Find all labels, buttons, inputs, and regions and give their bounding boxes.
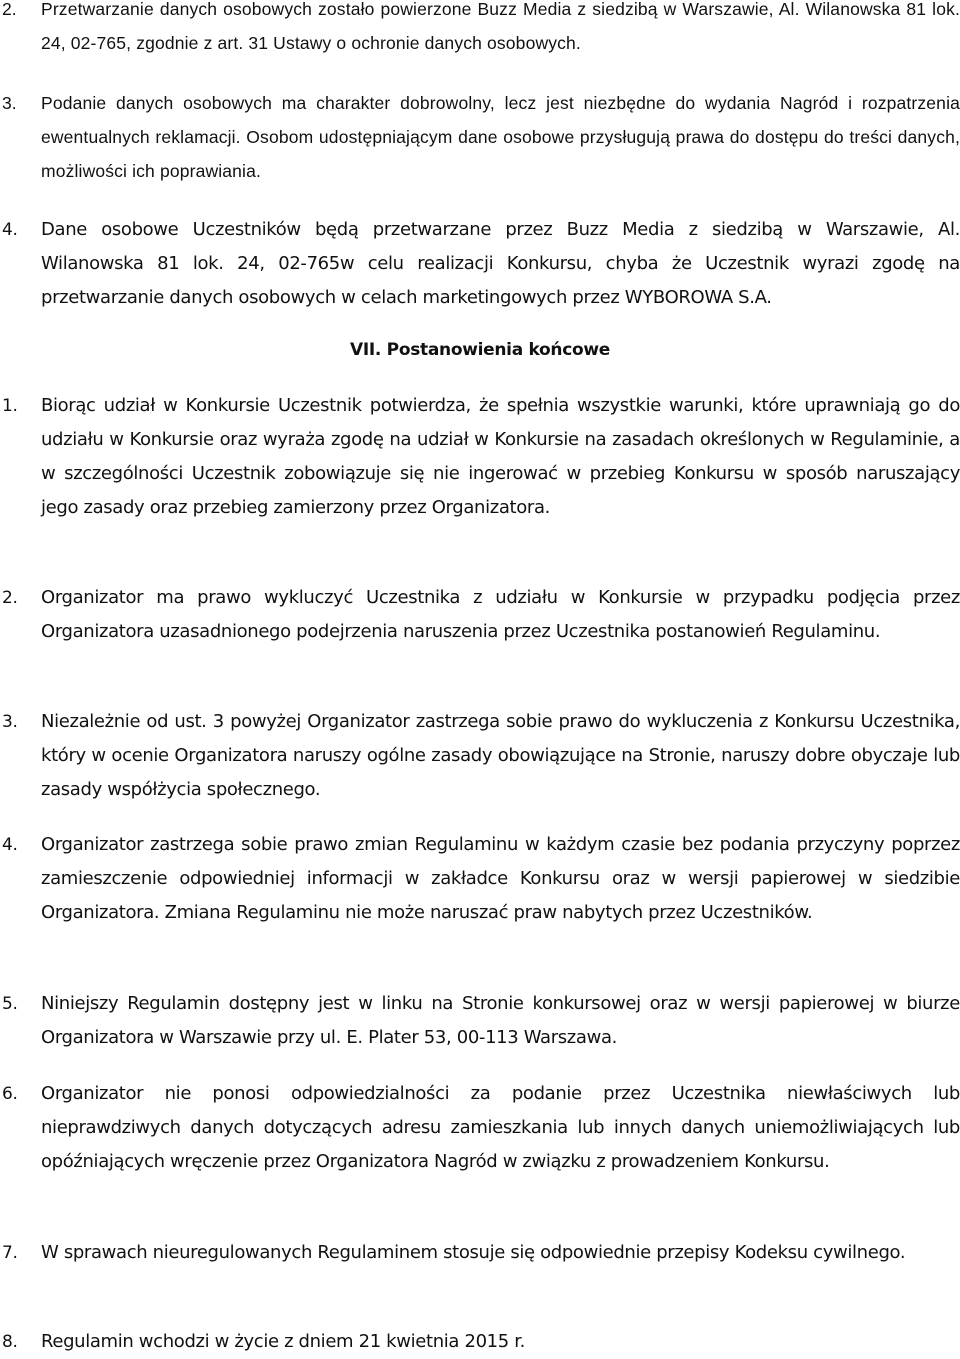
item-text: Organizator nie ponosi odpowiedzialności za podanie przez Uczestnika niewłaściwych lub nieprawdziwych danych dotyczących adresu zamieszkania lub innych danych uniemożliwiających lub opóźniających wręczenie przez Organizatora Nagród w związku z prowadzeniem Konkursu.: [41, 1083, 960, 1172]
list-item-final-5: [0, 987, 960, 1055]
item-text: Niezależnie od ust. 3 powyżej Organizator zastrzega sobie prawo do wykluczenia z Konkursu Uczestnika, który w ocenie Organizatora naruszy ogólne zasady obowiązujące na Stronie, naruszy dobre obyczaje lub zasady współżycia społecznego.: [41, 711, 960, 800]
list-item-final-7: [0, 1236, 960, 1270]
section-heading: VII. Postanowienia końcowe: [349, 340, 611, 360]
list-item-final-3: [0, 705, 960, 807]
list-item-top-3: [0, 86, 960, 188]
item-text: W sprawach nieuregulowanych Regulaminem stosuje się odpowiednie przepisy Kodeksu cywilnego.: [41, 1242, 906, 1263]
item-text: Biorąc udział w Konkursie Uczestnik potwierdza, że spełnia wszystkie warunki, które uprawniają go do udziału w Konkursie oraz wyraża zgodę na udział w Konkursie na zasadach określonych w Regulaminie, a w szczególności Uczestnik zobowiązuje się nie ingerować w przebieg Konkursu w sposób naruszający jego zasady oraz przebieg zamierzony przez Organizatora.: [41, 395, 960, 518]
item-text: Organizator ma prawo wykluczyć Uczestnika z udziału w Konkursie w przypadku podjęcia przez Organizatora uzasadnionego podejrzenia naruszenia przez Uczestnika postanowień Regulaminu.: [41, 587, 960, 642]
list-item-top-4: [0, 213, 960, 315]
item-number: 2.: [2, 0, 17, 19]
item-number: 8.: [2, 1332, 18, 1352]
list-item-final-2: [0, 581, 960, 649]
list-item-final-6: [0, 1077, 960, 1179]
item-number: 3.: [2, 712, 18, 732]
list-item-final-1: [0, 389, 960, 525]
list-item-final-4: [0, 828, 960, 930]
list-item-final-8: [0, 1325, 960, 1359]
item-number: 1.: [2, 396, 18, 416]
list-item-top-2: [0, 0, 960, 60]
item-text: Organizator zastrzega sobie prawo zmian Regulaminu w każdym czasie bez podania przyczyny poprzez zamieszczenie odpowiedniej informacji w zakładce Konkursu oraz w wersji papierowej w siedzibie Organizatora. Zmiana Regulaminu nie może naruszać praw nabytych przez Uczestników.: [41, 834, 960, 923]
item-text: Podanie danych osobowych ma charakter dobrowolny, lecz jest niezbędne do wydania Nagród i rozpatrzenia ewentualnych reklamacji. Osobom udostępniającym dane osobowe przysługują prawa do dostępu do treści danych, możliwości ich poprawiania.: [41, 93, 960, 181]
item-number: 4.: [2, 835, 18, 855]
item-text: Przetwarzanie danych osobowych zostało powierzone Buzz Media z siedzibą w Warszawie, Al. Wilanowska 81 lok. 24, 02-765, zgodnie z art. 31 Ustawy o ochronie danych osobowych.: [41, 0, 960, 53]
item-text: Regulamin wchodzi w życie z dniem 21 kwietnia 2015 r.: [41, 1331, 526, 1352]
item-number: 7.: [2, 1243, 18, 1263]
item-number: 2.: [2, 588, 18, 608]
item-text: Dane osobowe Uczestników będą przetwarzane przez Buzz Media z siedzibą w Warszawie, Al. Wilanowska 81 lok. 24, 02-765w celu realizacji Konkursu, chyba że Uczestnik wyrazi zgodę na przetwarzanie danych osobowych w celach marketingowych przez WYBOROWA S.A.: [41, 219, 960, 308]
item-number: 3.: [2, 93, 17, 113]
item-number: 6.: [2, 1084, 18, 1104]
item-number: 4.: [2, 220, 18, 240]
item-text: Niniejszy Regulamin dostępny jest w linku na Stronie konkursowej oraz w wersji papierowej w biurze Organizatora w Warszawie przy ul. E. Plater 53, 00-113 Warszawa.: [41, 993, 960, 1048]
item-number: 5.: [2, 994, 18, 1014]
